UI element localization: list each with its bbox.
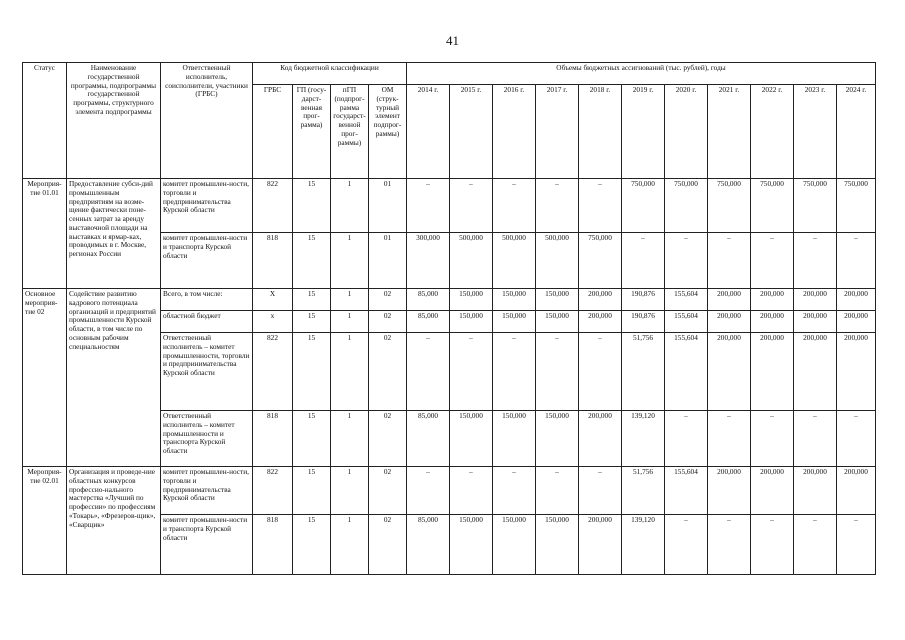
cell-value: 200,000 — [837, 333, 876, 411]
cell-gp: 15 — [293, 467, 331, 515]
cell-value: 150,000 — [536, 289, 579, 311]
cell-value: – — [407, 179, 450, 233]
header-pgp: пГП (подпрог-рамма государст-венной прог-раммы) — [331, 85, 369, 179]
header-year: 2014 г. — [407, 85, 450, 179]
page-number: 41 — [446, 33, 459, 48]
cell-pgp: 1 — [331, 179, 369, 233]
cell-om: 02 — [369, 289, 407, 311]
cell-value: – — [493, 333, 536, 411]
header-status: Статус — [23, 63, 67, 179]
cell-value: 200,000 — [579, 289, 622, 311]
table-row — [23, 179, 876, 233]
cell-value: 200,000 — [579, 311, 622, 333]
cell-value: – — [708, 411, 751, 467]
cell-gp: 15 — [293, 411, 331, 467]
cell-value: 200,000 — [708, 467, 751, 515]
cell-value: – — [751, 233, 794, 289]
cell-value: 200,000 — [837, 311, 876, 333]
cell-value: 750,000 — [751, 179, 794, 233]
header-row — [23, 63, 876, 85]
row-executor: комитет промышлен-ности и транспорта Курской области — [161, 515, 253, 575]
row-name: Предоставление субси-дий промышленным предприятиям на возме-щение фактически поне-сенных затрат за аренду выставочной площади на выставках и ярмар-ках, проводимых в г. Москве, регионах России — [67, 179, 161, 289]
row-status: Мероприя-тие 02.01 — [23, 467, 67, 575]
cell-pgp: 1 — [331, 515, 369, 575]
cell-value: 750,000 — [622, 179, 665, 233]
cell-grbs: Х — [253, 289, 293, 311]
cell-value: 85,000 — [407, 411, 450, 467]
cell-value: – — [450, 179, 493, 233]
cell-value: 150,000 — [450, 411, 493, 467]
cell-value: 200,000 — [751, 467, 794, 515]
cell-value: – — [493, 467, 536, 515]
header-year: 2017 г. — [536, 85, 579, 179]
cell-value: 200,000 — [794, 289, 837, 311]
cell-grbs: 818 — [253, 515, 293, 575]
cell-om: 02 — [369, 515, 407, 575]
header-year: 2022 г. — [751, 85, 794, 179]
cell-value: – — [665, 233, 708, 289]
cell-grbs: 818 — [253, 233, 293, 289]
header-year: 2020 г. — [665, 85, 708, 179]
header-year: 2023 г. — [794, 85, 837, 179]
cell-pgp: 1 — [331, 411, 369, 467]
cell-value: 150,000 — [493, 289, 536, 311]
row-status: Мероприя-тие 01.01 — [23, 179, 67, 289]
cell-value: 150,000 — [536, 311, 579, 333]
cell-value: – — [536, 333, 579, 411]
cell-grbs: х — [253, 311, 293, 333]
cell-pgp: 1 — [331, 467, 369, 515]
cell-grbs: 822 — [253, 333, 293, 411]
cell-value: 300,000 — [407, 233, 450, 289]
cell-value: – — [751, 411, 794, 467]
cell-value: 85,000 — [407, 515, 450, 575]
cell-pgp: 1 — [331, 333, 369, 411]
cell-gp: 15 — [293, 333, 331, 411]
header-volumes: Объемы бюджетных ассигнований (тыс. рублей), годы — [407, 63, 876, 85]
cell-value: – — [536, 467, 579, 515]
cell-value: 200,000 — [794, 333, 837, 411]
cell-value: 750,000 — [708, 179, 751, 233]
cell-value: – — [837, 411, 876, 467]
cell-value: 85,000 — [407, 289, 450, 311]
cell-value: – — [794, 411, 837, 467]
cell-value: 750,000 — [794, 179, 837, 233]
cell-value: 200,000 — [751, 289, 794, 311]
cell-om: 02 — [369, 411, 407, 467]
cell-value: 155,604 — [665, 467, 708, 515]
header-gp: ГП (госу-дарст-венная прог-рамма) — [293, 85, 331, 179]
cell-value: – — [708, 233, 751, 289]
cell-pgp: 1 — [331, 311, 369, 333]
cell-om: 01 — [369, 179, 407, 233]
cell-value: 150,000 — [450, 311, 493, 333]
cell-value: – — [837, 233, 876, 289]
cell-value: 200,000 — [751, 333, 794, 411]
table-row — [23, 467, 876, 515]
cell-value: 200,000 — [751, 311, 794, 333]
cell-value: 200,000 — [708, 289, 751, 311]
cell-value: – — [407, 467, 450, 515]
cell-pgp: 1 — [331, 289, 369, 311]
cell-om: 02 — [369, 311, 407, 333]
cell-value: 750,000 — [665, 179, 708, 233]
cell-value: 190,876 — [622, 289, 665, 311]
cell-value: 51,756 — [622, 467, 665, 515]
header-year: 2018 г. — [579, 85, 622, 179]
cell-value: – — [794, 233, 837, 289]
header-om: ОМ (струк-турный элемент подпрог-раммы) — [369, 85, 407, 179]
table-row — [23, 289, 876, 311]
cell-gp: 15 — [293, 179, 331, 233]
cell-value: 51,756 — [622, 333, 665, 411]
row-executor: Всего, в том числе: — [161, 289, 253, 311]
header-year: 2024 г. — [837, 85, 876, 179]
cell-value: – — [579, 467, 622, 515]
cell-value: 500,000 — [493, 233, 536, 289]
cell-value: – — [536, 179, 579, 233]
cell-value: 150,000 — [493, 311, 536, 333]
cell-value: 200,000 — [708, 333, 751, 411]
cell-om: 02 — [369, 333, 407, 411]
row-executor: Ответственный исполнитель – комитет промышленности и транспорта Курской области — [161, 411, 253, 467]
budget-allocation-table — [22, 62, 876, 575]
cell-value: 200,000 — [794, 467, 837, 515]
header-year: 2016 г. — [493, 85, 536, 179]
cell-value: 150,000 — [536, 411, 579, 467]
cell-grbs: 818 — [253, 411, 293, 467]
row-status: Основное мероприя-тие 02 — [23, 289, 67, 467]
cell-value: – — [665, 515, 708, 575]
row-executor: комитет промышлен-ности, торговли и предпринимательства Курской области — [161, 467, 253, 515]
cell-value: 150,000 — [450, 515, 493, 575]
cell-grbs: 822 — [253, 179, 293, 233]
cell-value: – — [708, 515, 751, 575]
header-year: 2021 г. — [708, 85, 751, 179]
cell-value: 750,000 — [579, 233, 622, 289]
header-executor: Ответственный исполнитель, соисполнители, участники (ГРБС) — [161, 63, 253, 179]
row-executor: комитет промышлен-ности, торговли и предпринимательства Курской области — [161, 179, 253, 233]
header-grbs: ГРБС — [253, 85, 293, 179]
cell-value: 155,604 — [665, 333, 708, 411]
cell-gp: 15 — [293, 289, 331, 311]
cell-grbs: 822 — [253, 467, 293, 515]
cell-value: – — [837, 515, 876, 575]
row-executor: областной бюджет — [161, 311, 253, 333]
cell-pgp: 1 — [331, 233, 369, 289]
cell-gp: 15 — [293, 311, 331, 333]
cell-value: – — [579, 333, 622, 411]
header-year: 2019 г. — [622, 85, 665, 179]
header-year: 2015 г. — [450, 85, 493, 179]
cell-value: 85,000 — [407, 311, 450, 333]
cell-gp: 15 — [293, 233, 331, 289]
cell-value: 200,000 — [837, 467, 876, 515]
cell-om: 02 — [369, 467, 407, 515]
cell-value: 200,000 — [708, 311, 751, 333]
cell-value: – — [450, 467, 493, 515]
header-kbk: Код бюджетной классификации — [253, 63, 407, 85]
cell-value: – — [450, 333, 493, 411]
cell-value: 155,604 — [665, 311, 708, 333]
cell-value: 500,000 — [450, 233, 493, 289]
cell-value: – — [751, 515, 794, 575]
row-executor: Ответственный исполнитель – комитет промышленности, торговли и предпринимательства Курской области — [161, 333, 253, 411]
cell-value: 155,604 — [665, 289, 708, 311]
cell-value: – — [407, 333, 450, 411]
cell-om: 01 — [369, 233, 407, 289]
cell-value: 200,000 — [579, 411, 622, 467]
cell-value: 190,876 — [622, 311, 665, 333]
cell-value: 150,000 — [536, 515, 579, 575]
cell-value: 750,000 — [837, 179, 876, 233]
cell-value: – — [622, 233, 665, 289]
cell-gp: 15 — [293, 515, 331, 575]
row-name: Содействие развитию кадрового потенциала организаций и предприятий промышленности Курской области, в том числе по основным рабочим специальностям — [67, 289, 161, 467]
cell-value: 150,000 — [493, 515, 536, 575]
cell-value: 139,120 — [622, 515, 665, 575]
cell-value: – — [665, 411, 708, 467]
row-name: Организация и проведе-ние областных конкурсов профессио-нального мастерства «Лучший по профессии» по профессиям «Токарь», «Фрезеров-щик», «Сварщик» — [67, 467, 161, 575]
cell-value: 150,000 — [450, 289, 493, 311]
cell-value: – — [794, 515, 837, 575]
cell-value: – — [493, 179, 536, 233]
header-name: Наименование государственной программы, подпрограммы государственной программы, структурного элемента подпрограммы — [67, 63, 161, 179]
cell-value: 200,000 — [837, 289, 876, 311]
cell-value: 500,000 — [536, 233, 579, 289]
cell-value: 200,000 — [579, 515, 622, 575]
cell-value: – — [579, 179, 622, 233]
row-executor: комитет промышлен-ности и транспорта Курской области — [161, 233, 253, 289]
cell-value: 150,000 — [493, 411, 536, 467]
cell-value: 139,120 — [622, 411, 665, 467]
cell-value: 200,000 — [794, 311, 837, 333]
